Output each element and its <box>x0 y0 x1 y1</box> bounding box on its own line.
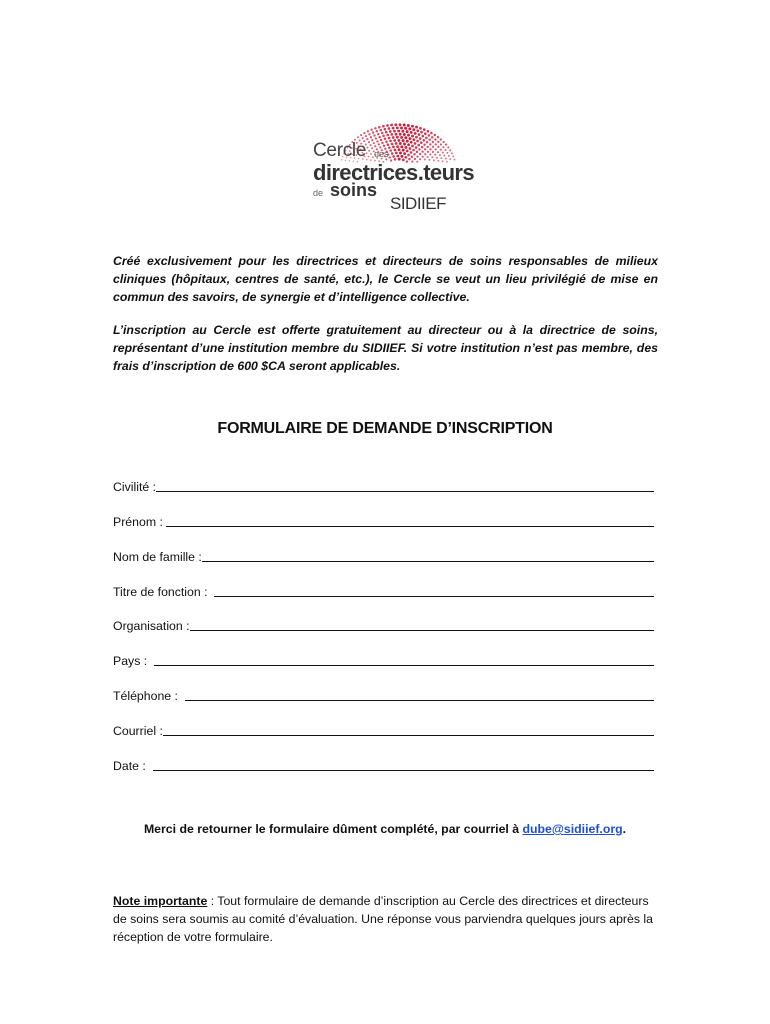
logo-dot <box>409 147 412 150</box>
logo-dot <box>392 155 395 158</box>
field-label: Pays : <box>113 654 155 668</box>
logo-dot <box>427 146 429 148</box>
logo-dot <box>416 129 419 132</box>
logo-dot <box>411 135 414 138</box>
logo-dot <box>425 137 428 140</box>
logo-dot <box>408 137 411 140</box>
logo-dot <box>446 152 448 154</box>
logo-dot <box>411 145 414 148</box>
logo-dot <box>384 138 387 141</box>
logo-word-sidiief: SIDIIEF <box>390 194 447 213</box>
logo-dot <box>414 132 417 135</box>
logo-dot <box>412 128 415 131</box>
logo-dot <box>368 150 370 152</box>
field-line[interactable] <box>202 549 654 562</box>
logo-dot <box>403 124 406 127</box>
logo-dot <box>387 143 390 146</box>
field-line[interactable] <box>190 618 654 631</box>
logo-dot <box>443 155 445 157</box>
logo-dot <box>437 146 439 148</box>
logo-dot <box>407 134 410 137</box>
logo-dot <box>432 141 434 143</box>
logo-dot <box>395 152 398 155</box>
logo-dot <box>434 154 436 156</box>
note-label: Note importante <box>113 894 208 908</box>
logo-dot <box>385 131 388 134</box>
logo-dot <box>415 146 418 149</box>
logo-dot <box>390 133 393 136</box>
field-line[interactable] <box>156 479 654 492</box>
logo-dot <box>378 126 381 129</box>
field-nom-de-famille[interactable] <box>113 546 654 564</box>
logo-dot <box>434 134 436 136</box>
logo-dot <box>451 152 453 154</box>
logo-dot <box>399 142 402 145</box>
logo-dot <box>396 155 399 158</box>
logo-dot <box>382 125 385 128</box>
logo-dot <box>371 139 373 141</box>
logo-dot <box>410 151 413 154</box>
logo-dot <box>373 134 375 136</box>
logo-dot <box>410 131 413 134</box>
logo-dot <box>400 145 403 148</box>
logo-dot <box>406 150 409 153</box>
logo-dot <box>405 156 408 159</box>
logo-dot <box>389 149 392 152</box>
logo-dot <box>424 148 426 150</box>
logo-dot <box>407 124 410 127</box>
logo-dot <box>412 138 415 141</box>
cercle-logo <box>300 92 480 222</box>
logo-dot <box>375 137 377 139</box>
logo-dot <box>381 142 383 144</box>
logo-dot <box>418 133 421 136</box>
return-instructions <box>0 822 770 836</box>
logo-dot <box>407 154 410 157</box>
field-date[interactable] <box>113 755 654 773</box>
logo-dot <box>382 135 385 138</box>
logo-dot <box>432 151 434 153</box>
logo-dot <box>437 151 439 153</box>
logo-dot <box>370 129 372 131</box>
logo-dot <box>395 133 398 136</box>
logo-dot <box>398 148 401 151</box>
field-line[interactable] <box>153 758 654 771</box>
logo-dot <box>434 138 436 140</box>
logo-dot <box>367 130 369 132</box>
logo-dot <box>423 139 426 142</box>
field-label: Nom de famille : <box>113 550 202 564</box>
field-prenom[interactable] <box>113 511 654 529</box>
logo-dot <box>435 148 437 150</box>
logo-dot <box>370 136 372 138</box>
important-note <box>113 892 658 946</box>
field-label: Titre de fonction : <box>113 585 215 599</box>
logo-dot <box>368 141 370 143</box>
logo-dot <box>390 124 393 127</box>
logo-dot <box>400 155 403 158</box>
logo-dot <box>397 130 400 133</box>
logo-dot <box>408 127 411 130</box>
logo-dot <box>378 136 380 138</box>
logo-dot <box>402 139 405 142</box>
logo-dot <box>440 149 442 151</box>
logo-dot <box>362 137 364 139</box>
logo-dot <box>445 144 447 146</box>
field-line[interactable] <box>185 688 654 701</box>
field-label: Téléphone : <box>113 689 185 703</box>
email-link[interactable]: dube@sidiief.org <box>522 822 623 836</box>
logo-dot <box>395 142 398 145</box>
field-pays[interactable] <box>113 650 654 668</box>
logo-dot <box>424 132 427 135</box>
form-title: FORMULAIRE DE DEMANDE D’INSCRIPTION <box>217 420 553 437</box>
field-line[interactable] <box>163 723 654 736</box>
logo-dot <box>422 156 424 158</box>
logo-dot <box>440 138 442 140</box>
logo-dot <box>393 130 396 133</box>
logo-dot <box>396 126 399 129</box>
logo-dot <box>386 134 389 137</box>
logo-dot <box>444 149 446 151</box>
logo-dot <box>428 139 430 141</box>
logo-dot <box>429 143 431 145</box>
logo-dot <box>427 130 430 133</box>
logo-dot <box>440 143 442 145</box>
logo-dot <box>417 144 420 147</box>
logo-dot <box>448 155 450 157</box>
field-titre-de-fonction[interactable] <box>113 581 654 599</box>
field-line[interactable] <box>154 653 654 666</box>
logo-dot <box>371 147 373 149</box>
logo-dot <box>416 151 418 153</box>
logo-dot <box>357 136 359 138</box>
logo-dot <box>399 133 402 136</box>
logo-dot <box>429 148 431 150</box>
logo-dot <box>397 139 400 142</box>
logo-dot <box>370 153 372 155</box>
logo-dot <box>401 130 404 133</box>
field-line[interactable] <box>214 584 654 597</box>
logo-dot <box>421 151 423 153</box>
logo-dot <box>394 149 397 152</box>
logo-dot <box>411 125 414 128</box>
logo-dot <box>440 157 442 159</box>
logo-dot <box>442 151 444 153</box>
logo-dot <box>368 156 370 158</box>
logo-dot <box>403 152 406 155</box>
logo-dot <box>447 146 449 148</box>
logo-dot <box>424 153 426 155</box>
logo-dot <box>423 143 425 145</box>
logo-dot <box>384 128 387 131</box>
logo-word-soins: soins <box>330 180 378 200</box>
logo-dot <box>419 153 421 155</box>
logo-dot <box>414 142 417 145</box>
logo-dot <box>360 134 362 136</box>
logo-dot <box>427 151 429 153</box>
logo-dot <box>420 131 423 134</box>
logo-word-de: de <box>313 188 324 198</box>
logo-word-cercle: Cercle <box>313 140 367 161</box>
note-text: : Tout formulaire de demande d’inscription au Cercle des directrices et directeurs de soins sera soumis au comité d’évaluation. Une réponse vous parviendra quelques jours après la réception de votre formulaire. <box>113 894 654 944</box>
logo-dot <box>423 128 426 131</box>
logo-dot <box>389 130 392 133</box>
logo-dot <box>406 130 409 133</box>
logo-dot <box>380 139 382 141</box>
logo-dot <box>368 133 370 135</box>
logo-dot <box>403 143 406 146</box>
logo-dot <box>386 124 389 127</box>
logo-dot <box>394 123 397 126</box>
logo-dot <box>418 148 420 150</box>
logo-dot <box>374 127 376 129</box>
logo-dot <box>404 136 407 139</box>
logo-dot <box>432 146 434 148</box>
logo-dot <box>435 143 437 145</box>
logo-dot <box>410 141 413 144</box>
logo-dot <box>385 141 388 144</box>
logo-dot <box>388 137 391 140</box>
logo-dot <box>427 156 429 158</box>
logo-dot <box>380 129 383 132</box>
field-courriel[interactable] <box>113 720 654 738</box>
logo-dot <box>365 135 367 137</box>
field-label: Civilité : <box>113 480 157 494</box>
logo-dot <box>399 152 402 155</box>
logo-dot <box>421 146 423 148</box>
logo-dot <box>404 146 407 149</box>
logo-dot <box>406 140 409 143</box>
logo-dot <box>449 149 451 151</box>
logo-dot <box>436 157 438 159</box>
field-line[interactable] <box>166 514 654 527</box>
logo-dot <box>372 131 374 133</box>
logo-dot <box>415 136 418 139</box>
logo-dot <box>431 136 433 138</box>
logo-dot <box>392 127 395 130</box>
logo-dot <box>381 132 384 135</box>
logo-dot <box>374 145 376 147</box>
logo-dot <box>416 140 419 143</box>
logo-dot <box>407 143 410 146</box>
logo-dot <box>431 156 433 158</box>
logo-dot <box>442 141 444 143</box>
logo-dot <box>416 155 418 157</box>
logo-dot <box>389 140 392 143</box>
field-label: Date : <box>113 759 153 773</box>
logo-dot <box>442 146 444 148</box>
field-telephone[interactable] <box>113 685 654 703</box>
field-organisation[interactable] <box>113 615 654 633</box>
logo-dot <box>402 149 405 152</box>
logo-dot <box>393 139 396 142</box>
logo-dot <box>376 140 378 142</box>
logo-dot <box>437 141 439 143</box>
logo-word-des: des <box>374 149 389 159</box>
logo-dot <box>363 132 365 134</box>
return-instructions-end: . <box>622 822 627 836</box>
logo-dot <box>419 127 422 130</box>
logo-dot <box>400 136 403 139</box>
logo-dot <box>429 153 431 155</box>
logo-dot <box>411 155 413 157</box>
logo-dot <box>391 143 394 146</box>
logo-dot <box>373 142 375 144</box>
logo-word-directrices: directrices.teurs <box>313 160 474 185</box>
logo-dot <box>396 136 399 139</box>
logo-dot <box>376 130 378 132</box>
intro-paragraph-2: L’inscription au Cercle est offerte gratuitement au directeur ou à la directrice de soins, représentant d’une institution membre du SIDIIEF. Si votre institution n’est pas membre, des frais d’inscription de 600 $CA seront applicables. <box>113 323 658 373</box>
logo-dot <box>403 133 406 136</box>
logo-dot <box>399 123 402 126</box>
logo-dot <box>415 126 418 129</box>
logo-dot <box>392 146 395 149</box>
logo-dot <box>391 152 394 155</box>
logo-dot <box>421 135 424 138</box>
logo-dot <box>377 133 379 135</box>
logo-dot <box>396 145 399 148</box>
field-label: Prénom : <box>113 515 167 529</box>
field-civilite[interactable] <box>113 476 654 494</box>
logo-dot <box>426 141 428 143</box>
logo-dot <box>400 127 403 130</box>
logo-dot <box>430 132 433 135</box>
logo-dot <box>452 155 454 157</box>
logo-dot <box>413 153 415 155</box>
field-label: Organisation : <box>113 619 190 633</box>
logo-dot <box>404 127 407 130</box>
logo-dot <box>412 149 415 152</box>
logo-dot <box>392 136 395 139</box>
logo-dot <box>419 137 422 140</box>
logo-dot <box>378 143 380 145</box>
logo-dot <box>420 141 423 144</box>
logo-dot <box>383 145 385 147</box>
intro-paragraph-1: Créé exclusivement pour les directrices et directeurs de soins responsables de milieux cliniques (hôpitaux, centres de santé, etc.), le Cercle se veut un lieu privilégié de mise en commun des savoirs, de synergie et d’intelligence collective. <box>113 254 658 304</box>
logo-dot <box>428 134 431 137</box>
field-label: Courriel : <box>113 724 163 738</box>
logo-dot <box>366 138 368 140</box>
logo-dot <box>437 136 439 138</box>
logo-dot <box>366 146 368 148</box>
logo-dot <box>388 127 391 130</box>
return-instructions-text: Merci de retourner le formulaire dûment complété, par courriel à <box>143 822 523 836</box>
logo-dot <box>439 154 441 156</box>
logo-dot <box>369 144 371 146</box>
